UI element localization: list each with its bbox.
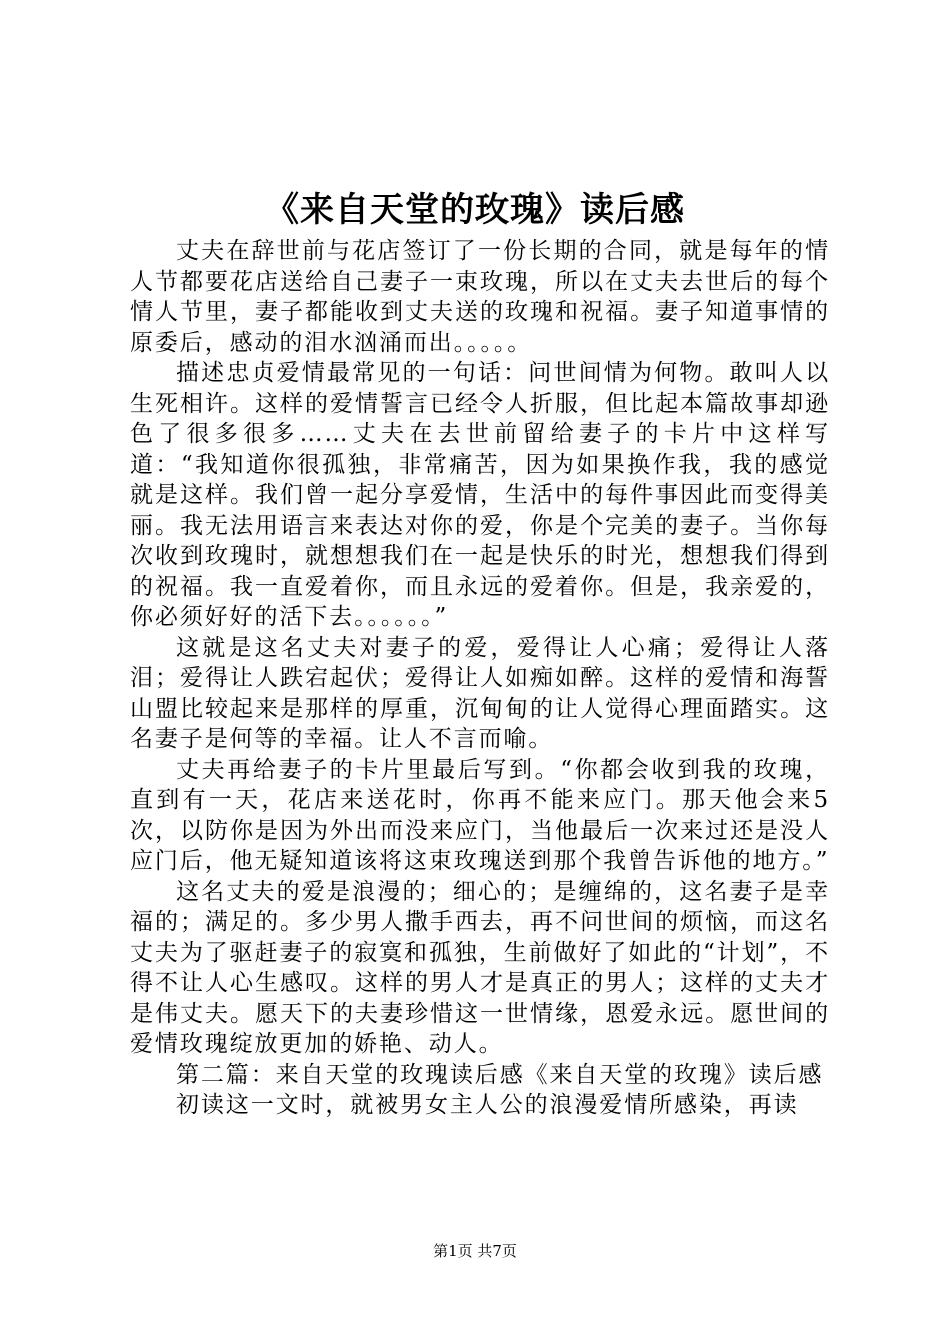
page-title: 《来自天堂的玫瑰》读后感: [265, 190, 685, 230]
paragraph: 丈夫在辞世前与花店签订了一份长期的合同，就是每年的情人节都要花店送给自己妻子一束玫瑰，所以在丈夫去世后的每个情人节里，妻子都能收到丈夫送的玫瑰和祝福。妻子知道事情的原委后，感动的泪水汹涌而出。。。。。: [130, 238, 830, 356]
page-footer: 第1页 共7页: [433, 1242, 517, 1260]
body-text: [130, 236, 830, 1121]
paragraph: 第二篇：来自天堂的玫瑰读后感《来自天堂的玫瑰》读后感: [176, 1061, 824, 1088]
paragraph: 丈夫再给妻子的卡片里最后写到。“你都会收到我的玫瑰，直到有一天，花店来送花时，你再不能来应门。那天他会来5次，以防你是因为外出而没来应门，当他最后一次来过还是没人应门后，他无疑知道该将这束玫瑰送到那个我曾告诉他的地方。”: [130, 756, 830, 874]
paragraph: 这名丈夫的爱是浪漫的；细心的；是缠绵的，这名妻子是幸福的；满足的。多少男人撒手西去，再不问世间的烦恼，而这名丈夫为了驱赶妻子的寂寞和孤独，生前做好了如此的“计划”，不得不让人心生感叹。这样的男人才是真正的男人；这样的丈夫才是伟丈夫。愿天下的夫妻珍惜这一世情缘，恩爱永远。愿世间的爱情玫瑰绽放更加的娇艳、动人。: [130, 878, 830, 1057]
paragraph: 这就是这名丈夫对妻子的爱，爱得让人心痛；爱得让人落泪；爱得让人跌宕起伏；爱得让人如痴如醉。这样的爱情和海誓山盟比较起来是那样的厚重，沉甸甸的让人觉得心理面踏实。这名妻子是何等的幸福。让人不言而喻。: [130, 634, 830, 752]
paragraph: 描述忠贞爱情最常见的一句话：问世间情为何物。敢叫人以生死相许。这样的爱情誓言已经令人折服，但比起本篇故事却逊色了很多很多……丈夫在去世前留给妻子的卡片中这样写道：“我知道你很孤独，非常痛苦，因为如果换作我，我的感觉就是这样。我们曾一起分享爱情，生活中的每件事因此而变得美丽。我无法用语言来表达对你的爱，你是个完美的妻子。当你每次收到玫瑰时，就想想我们在一起是快乐的时光，想想我们得到的祝福。我一直爱着你，而且永远的爱着你。但是，我亲爱的，你必须好好的活下去。。。。。。”: [130, 360, 830, 630]
paragraph: 初读这一文时，就被男女主人公的浪漫爱情所感染，再读: [176, 1092, 799, 1118]
